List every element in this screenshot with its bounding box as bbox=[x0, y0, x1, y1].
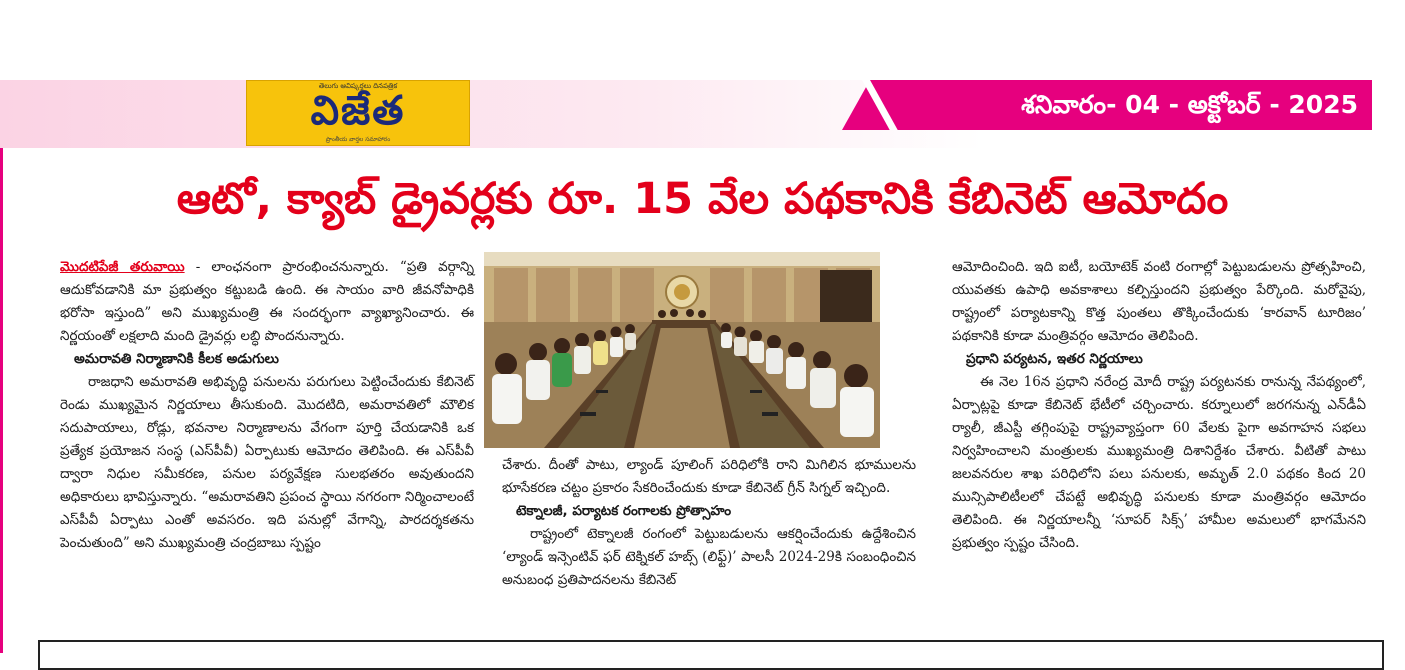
column-3-paragraph-1: ఆమోదించింది. ఇది ఐటీ, బయోటెక్ వంటి రంగాల్లో పెట్టుబడులను ప్రోత్సహించి, యువతకు ఉపాధి అవకాశాలు కల్పిస్తుందని ప్రభుత్వం పేర్కొంది. మరోవైపు, రాష్ట్రంలో పర్యాటకాన్ని కొత్త పుంతలు తొక్కించేందుకు ‘కారవాన్ టూరిజం’ పథకానికి కూడా మంత్రివర్గం ఆమోదం తెలిపింది. bbox=[952, 259, 1366, 344]
bottom-article-box bbox=[38, 640, 1384, 670]
logo-small-text: తెలుగు ఆవిష్కర్తలు దినపత్రిక bbox=[318, 82, 398, 90]
logo-tagline: ప్రాంతీయ వార్తల సమాహారం bbox=[325, 136, 391, 143]
continuation-label[interactable]: మొదటిపేజీ తరువాయి bbox=[60, 259, 185, 275]
column-1-text-1: - లాంఛనంగా ప్రారంభించనున్నారు. “ప్రతి వర్గాన్ని ఆదుకోవడానికి మా ప్రభుత్వం కట్టుబడి ఉంది. ఈ సాయం వారి జీవనోపాధికి భరోసా ఇస్తుంది” అని ముఖ్యమంత్రి ఈ సందర్భంగా వ్యాఖ్యానించారు. ఈ నిర్ణయంతో లక్షలాది మంది డ్రైవర్లు లబ్ధి పొందనున్నారు. bbox=[60, 259, 474, 344]
column-3-paragraph-2: ఈ నెల 16న ప్రధాని నరేంద్ర మోదీ రాష్ట్ర పర్యటనకు రానున్న నేపథ్యంలో, ఏర్పాట్లపై కూడా కేబినెట్ భేటీలో చర్చించారు. కర్నూలులో జరగనున్న ఎన్‌డీఏ ర్యాలీ, జీఎస్టీ తగ్గింపుపై రాష్ట్రవ్యాప్తంగా 60 వేలకు పైగా అవగాహన సభలు నిర్వహించాలని మంత్రులకు ముఖ్యమంత్రి దిశానిర్దేశం చేశారు. వీటితో పాటు జలవనరుల శాఖ పరిధిలోని పలు పనులకు, అమృత్ 2.0 పథకం కింద 20 మున్సిపాలిటీలలో చేపట్టే అభివృద్ధి పనులకు కూడా మంత్రివర్గం ఆమోదం తెలిపింది. ఈ నిర్ణయాలన్నీ ‘సూపర్ సిక్స్’ హామీల అమలులో భాగమేనని ప్రభుత్వం స్పష్టం చేసింది. bbox=[952, 374, 1366, 551]
column-2-paragraph-1: చేశారు. దీంతో పాటు, ల్యాండ్ పూలింగ్ పరిధిలోకి రాని మిగిలిన భూములను భూసేకరణ చట్టం ప్రకారం సేకరించేందుకు కూడా కేబినెట్ గ్రీన్ సిగ్నల్ ఇచ్చింది. bbox=[502, 457, 916, 496]
logo-name: విజేత bbox=[310, 88, 406, 134]
column-2-paragraph-2: రాష్ట్రంలో టెక్నాలజీ రంగంలో పెట్టుబడులను ఆకర్షించేందుకు ఉద్దేశించిన ‘ల్యాండ్ ఇన్సెంటివ్ ఫర్ టెక్నికల్ హబ్స్ (లిఫ్ట్)’ పాలసీ 2024-29కి సంబంధించిన అనుబంధ ప్రతిపాదనలను కేబినెట్ bbox=[502, 526, 916, 588]
issue-date: శనివారం- 04 - అక్టోబర్ - 2025 bbox=[1021, 90, 1358, 119]
article-column-1 bbox=[60, 256, 474, 555]
article-headline: ఆటో, క్యాబ్ డ్రైవర్లకు రూ. 15 వేల పథకానికి కేబినెట్ ఆమోదం bbox=[176, 174, 1229, 224]
newspaper-logo[interactable] bbox=[246, 80, 470, 146]
subheading-pm-visit: ప్రధాని పర్యటన, ఇతర నిర్ణయాలు bbox=[966, 351, 1143, 367]
article-column-2 bbox=[502, 454, 916, 592]
cabinet-meeting-photo bbox=[484, 252, 880, 448]
subheading-technology-tourism: టెక్నాలజీ, పర్యాటక రంగాలకు ప్రోత్సాహం bbox=[516, 503, 732, 519]
cabinet-meeting-illustration bbox=[484, 252, 880, 448]
article-column-3 bbox=[952, 256, 1366, 555]
page-left-rule bbox=[0, 80, 3, 653]
column-1-paragraph-2: రాజధాని అమరావతి అభివృద్ధి పనులను పరుగులు పెట్టించేందుకు కేబినెట్ రెండు ముఖ్యమైన నిర్ణయాలు తీసుకుంది. మొదటిది, అమరావతిలో మౌలిక సదుపాయాలు, రోడ్లు, భవనాల నిర్మాణాలను వేగంగా పూర్తి చేయడానికి ఒక ప్రత్యేక ప్రయోజన సంస్థ (ఎస్‌పీవీ) ఏర్పాటుకు ఆమోదం తెలిపింది. ఈ ఎస్‌పీవీ ద్వారా నిధుల సమీకరణ, పనుల పర్యవేక్షణ సులభతరం అవుతుందని అధికారులు భావిస్తున్నారు. “అమరావతిని ప్రపంచ స్థాయి నగరంగా నిర్మించాలంటే ఎస్‌పీవీ ఏర్పాటు ఎంతో అవసరం. ఇది పనుల్లో వేగాన్ని, పారదర్శకతను పెంచుతుంది” అని ముఖ్యమంత్రి చంద్రబాబు స్పష్టం bbox=[60, 374, 474, 551]
subheading-amaravati: అమరావతి నిర్మాణానికి కీలక అడుగులు bbox=[74, 351, 279, 367]
column-1-paragraph-1 bbox=[60, 256, 474, 348]
